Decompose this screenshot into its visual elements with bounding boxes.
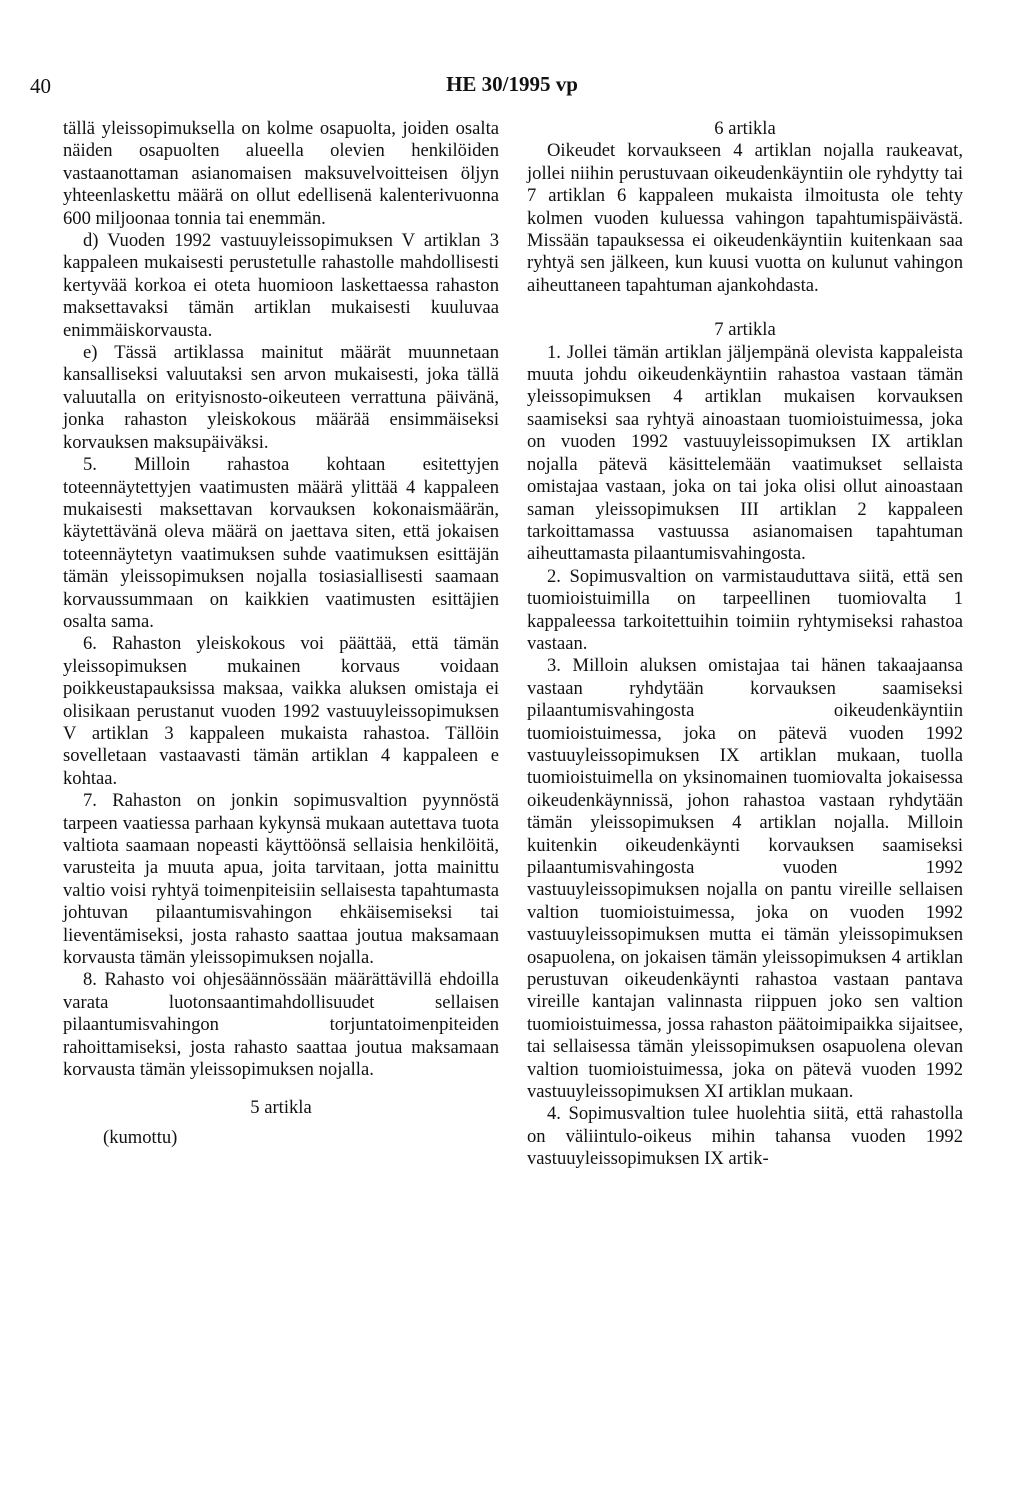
running-header: HE 30/1995 vp bbox=[446, 72, 578, 96]
article-heading: 7 artikla bbox=[714, 319, 776, 341]
paragraph: 6. Rahaston yleiskokous voi päättää, että tämän yleissopimuksen mukainen korvaus voidaan poikkeustapauksissa maksaa, vaikka aluksen omistaja ei olisikaan perustanut vuoden 1992 vastuuyleissopimuksen V artiklan 3 kappaleen mukaista rahastoa. Tällöin sovelletaan vastaavasti tämän artiklan 4 kappaleen e kohtaa. bbox=[63, 633, 499, 789]
paragraph: 5. Milloin rahastoa kohtaan esitettyjen toteennäytettyjen vaatimusten määrä ylittää 4 kappaleen mukaisesti maksettavan korvauksen kokonaismäärän, käytettävänä oleva määrä on jaettava siten, että jokaisen toteennäytetyn vaatimuksen suhde vaatimuksen esittäjän tämän yleissopimuksen nojalla tosiasiallisesti saamaan korvaussummaan on kaikkien vaatimusten esittäjien osalta sama. bbox=[63, 454, 499, 632]
paragraph: 2. Sopimusvaltion on varmistauduttava siitä, että sen tuomioistuimilla on tarpeellinen tuomiovalta 1 kappaleessa tarkoitettuihin toimiin ryhtymiseksi rahastoa vastaan. bbox=[527, 565, 963, 654]
paragraph: e) Tässä artiklassa mainitut määrät muunnetaan kansalliseksi valuutaksi sen arvon mukaisesti, joka tällä valuutalla on erityisnosto-oikeuteen verrattuna päivänä, jonka rahaston yleiskokous määrää ensimmäiseksi korvauksen maksupäiväksi. bbox=[63, 342, 499, 453]
article-heading: 5 artikla bbox=[250, 1097, 312, 1119]
paragraph: 1. Jollei tämän artiklan jäljempänä olevista kappaleista muuta johdu oikeudenkäyntiin rahastoa vastaan tämän yleissopimuksen 4 artiklan mukaisen korvauksen saamiseksi saa ryhtyä ainoastaan tuomioistuimessa, joka on vuoden 1992 vastuuyleissopimuksen IX artiklan nojalla pätevä käsittelemään vaatimukset sellaista omistajaa vastaan, joka on tai joka olisi ollut ainoastaan saman yleissopimuksen III artiklan 2 kappaleen tarkoittamassa vastuussa asianomaisen tapahtuman aiheuttamasta pilaantumisvahingosta. bbox=[527, 341, 963, 565]
paragraph: 3. Milloin aluksen omistajaa tai hänen takaajaansa vastaan ryhdytään korvauksen saamiseksi pilaantumisvahingosta oikeudenkäyntiin tuomioistuimessa, joka on pätevä vuoden 1992 vastuuyleissopimuksen IX artiklan mukaan, tuolla tuomioistuimella on yksinomainen tuomiovalta jokaisessa oikeudenkäynnissä, johon rahastoa vastaan ryhdytään tämän yleissopimuksen 4 artiklan nojalla. Milloin kuitenkin oikeudenkäynti korvauksen saamiseksi pilaantumisvahingosta vuoden 1992 vastuuyleissopimuksen nojalla on pantu vireille sellaisen valtion tuomioistuimessa, joka on vuoden 1992 vastuuyleissopimuksen mutta ei tämän yleissopimuksen osapuolena, on jokaisen tämän yleissopimuksen 4 artiklan perustuvan oikeudenkäynti rahastoa vastaan pantava vireille kantajan valinnasta riippuen joko sen valtion tuomioistuimessa, jossa rahaston päätoimipaikka sijaitsee, tai sellaisessa tämän yleissopimuksen osapuolena olevan valtion tuomioistuimessa, joka on pätevä vuoden 1992 vastuuyleissopimuksen XI artiklan mukaan. bbox=[527, 655, 963, 1103]
paragraph: 4. Sopimusvaltion tulee huolehtia siitä, että rahastolla on väliintulo-oikeus mihin tahansa vuoden 1992 vastuuyleissopimuksen IX artik- bbox=[527, 1103, 963, 1170]
article-5-block bbox=[63, 1097, 499, 1167]
left-column bbox=[63, 118, 499, 1167]
paragraph: d) Vuoden 1992 vastuuyleissopimuksen V artiklan 3 kappaleen mukaisesti perustetulle rahastolle mahdollisesti kertyvää korkoa ei oteta huomioon laskettaessa rahaston maksettavaksi tämän artiklan mukaisesti kuuluvaa enimmäiskorvausta. bbox=[63, 230, 499, 341]
paragraph: 7. Rahaston on jonkin sopimusvaltion pyynnöstä tarpeen vaatiessa parhaan kykynsä mukaan autettava tuota valtiota saamaan nopeasti käyttöönsä sellaisia henkilöitä, varusteita ja muuta apua, joita tarvitaan, jotta mainittu valtio voisi ryhtyä toimenpiteisiin sellaisesta tapahtumasta johtuvan pilaantumisvahingon ehkäisemiseksi tai lieventämiseksi, josta rahasto saattaa joutua maksamaan korvausta tämän yleissopimuksen nojalla. bbox=[63, 790, 499, 969]
paragraph: 8. Rahasto voi ohjesäännössään määrättävillä ehdoilla varata luotonsaantimahdollisuudet sellaisen pilaantumisvahingon torjuntatoimenpiteiden rahoittamiseksi, josta rahasto saattaa joutua maksamaan korvausta tämän yleissopimuksen nojalla. bbox=[63, 969, 499, 1081]
repealed-note: (kumottu) bbox=[103, 1127, 178, 1149]
page-number: 40 bbox=[30, 74, 51, 98]
right-column bbox=[527, 118, 963, 1171]
article-heading: 6 artikla bbox=[714, 118, 776, 139]
paragraph: Oikeudet korvaukseen 4 artiklan nojalla raukeavat, jollei niihin perustuvaan oikeudenkäyntiin ole ryhdytty tai 7 artiklan 6 kappaleen mukaista ilmoitusta ole tehty kolmen vuoden kuluessa vahingon tapahtumispäivästä. Missään tapauksessa ei oikeudenkäyntiin kuitenkaan saa ryhtyä sen jälkeen, kun kuusi vuotta on kulunut vahingon aiheuttaneen tapahtuman ajankohdasta. bbox=[527, 140, 963, 296]
paragraph: tällä yleissopimuksella on kolme osapuolta, joiden osalta näiden osapuolten alueella olevien henkilöiden vastaanottaman asianomaisen maksuvelvoitteisen öljyn yhteenlaskettu määrä on ollut edellisenä kalenterivuonna 600 miljoonaa tonnia tai enemmän. bbox=[63, 118, 499, 229]
